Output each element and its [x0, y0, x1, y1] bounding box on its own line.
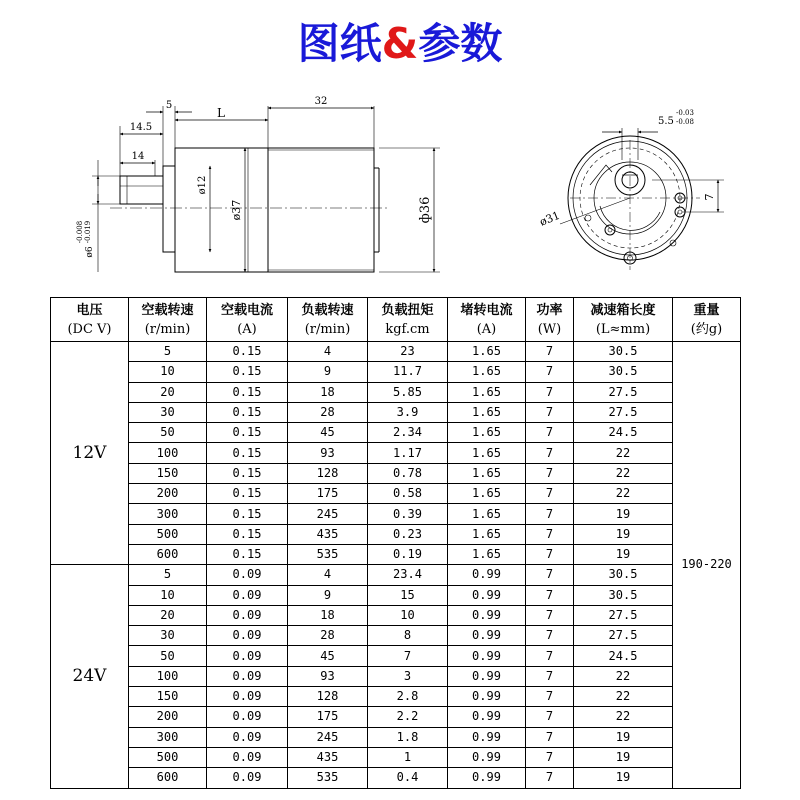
- table-cell: 7: [368, 646, 448, 666]
- table-cell: 10: [129, 585, 207, 605]
- table-row: [51, 768, 741, 788]
- table-cell: 0.15: [207, 443, 288, 463]
- table-cell: 0.09: [207, 707, 288, 727]
- table-cell: 150: [129, 463, 207, 483]
- table-cell: 1.65: [448, 423, 526, 443]
- voltage-cell: 12V: [51, 342, 129, 565]
- dim-32-label: 32: [314, 96, 328, 107]
- table-cell: 1.65: [448, 524, 526, 544]
- table-cell: 0.15: [207, 423, 288, 443]
- table-cell: 7: [526, 463, 574, 483]
- header-stall-current: 堵转电流 (A): [448, 298, 526, 342]
- table-cell: 0.19: [368, 544, 448, 564]
- table-cell: 30: [129, 626, 207, 646]
- table-cell: 4: [288, 565, 368, 585]
- table-cell: 8: [368, 626, 448, 646]
- table-cell: 1.65: [448, 463, 526, 483]
- table-cell: 0.15: [207, 382, 288, 402]
- table-row: [51, 585, 741, 605]
- table-cell: 0.99: [448, 626, 526, 646]
- table-cell: 7: [526, 585, 574, 605]
- table-row: [51, 707, 741, 727]
- table-cell: 0.09: [207, 666, 288, 686]
- table-cell: 0.23: [368, 524, 448, 544]
- table-row: [51, 443, 741, 463]
- table-row: [51, 463, 741, 483]
- header-no-load-current: 空载电流 (A): [207, 298, 288, 342]
- table-cell: 500: [129, 747, 207, 767]
- table-cell: 50: [129, 646, 207, 666]
- table-cell: 18: [288, 605, 368, 625]
- table-cell: 30: [129, 402, 207, 422]
- table-cell: 1: [368, 747, 448, 767]
- table-row: [51, 666, 741, 686]
- table-cell: 300: [129, 504, 207, 524]
- table-cell: 7: [526, 504, 574, 524]
- spec-table: [50, 297, 741, 789]
- table-cell: 45: [288, 646, 368, 666]
- table-cell: 28: [288, 626, 368, 646]
- table-cell: 27.5: [574, 402, 673, 422]
- table-cell: 19: [574, 747, 673, 767]
- table-cell: 30.5: [574, 362, 673, 382]
- table-cell: 27.5: [574, 605, 673, 625]
- table-cell: 7: [526, 544, 574, 564]
- table-cell: 9: [288, 585, 368, 605]
- title-part1: 图纸: [297, 19, 382, 68]
- table-cell: 10: [368, 605, 448, 625]
- table-cell: 7: [526, 626, 574, 646]
- title-ampersand: &: [381, 19, 419, 68]
- front-view-drawing: [560, 128, 724, 270]
- table-header-row: [51, 298, 741, 342]
- table-cell: 175: [288, 707, 368, 727]
- header-load-speed: 负载转速 (r/min): [288, 298, 368, 342]
- table-cell: 20: [129, 382, 207, 402]
- table-cell: 10: [129, 362, 207, 382]
- table-cell: 7: [526, 524, 574, 544]
- header-weight: 重量 (约g): [673, 298, 741, 342]
- table-cell: 7: [526, 605, 574, 625]
- dim-phi6-label: ø6: [85, 246, 95, 258]
- table-cell: 0.99: [448, 585, 526, 605]
- table-cell: 22: [574, 463, 673, 483]
- table-row: [51, 382, 741, 402]
- spec-table-body: [51, 342, 741, 789]
- table-cell: 22: [574, 687, 673, 707]
- table-cell: 0.15: [207, 524, 288, 544]
- table-cell: 150: [129, 687, 207, 707]
- technical-drawing: [0, 0, 800, 300]
- table-cell: 22: [574, 666, 673, 686]
- table-cell: 5.85: [368, 382, 448, 402]
- table-cell: 0.15: [207, 544, 288, 564]
- table-cell: 7: [526, 402, 574, 422]
- table-cell: 7: [526, 382, 574, 402]
- table-cell: 0.09: [207, 768, 288, 788]
- table-cell: 245: [288, 727, 368, 747]
- table-cell: 22: [574, 484, 673, 504]
- weight-cell: 190-220: [673, 342, 741, 789]
- table-cell: 5: [129, 565, 207, 585]
- table-cell: 128: [288, 687, 368, 707]
- table-cell: 0.99: [448, 666, 526, 686]
- dim-L-label: L: [217, 106, 225, 120]
- table-cell: 30.5: [574, 585, 673, 605]
- table-cell: 200: [129, 484, 207, 504]
- table-cell: 19: [574, 524, 673, 544]
- table-cell: 7: [526, 443, 574, 463]
- table-cell: 0.09: [207, 727, 288, 747]
- table-cell: 0.15: [207, 402, 288, 422]
- table-cell: 300: [129, 727, 207, 747]
- table-cell: 500: [129, 524, 207, 544]
- table-cell: 7: [526, 362, 574, 382]
- table-cell: 3.9: [368, 402, 448, 422]
- table-cell: 535: [288, 544, 368, 564]
- table-cell: 30.5: [574, 342, 673, 362]
- table-row: [51, 402, 741, 422]
- table-cell: 7: [526, 768, 574, 788]
- dim-phi37-label: ø37: [230, 199, 243, 221]
- table-cell: 0.09: [207, 585, 288, 605]
- table-cell: 19: [574, 768, 673, 788]
- table-cell: 7: [526, 646, 574, 666]
- table-cell: 0.99: [448, 605, 526, 625]
- table-row: [51, 747, 741, 767]
- table-cell: 23.4: [368, 565, 448, 585]
- table-cell: 0.99: [448, 565, 526, 585]
- table-cell: 18: [288, 382, 368, 402]
- table-cell: 100: [129, 443, 207, 463]
- table-cell: 11.7: [368, 362, 448, 382]
- table-cell: 7: [526, 747, 574, 767]
- table-cell: 200: [129, 707, 207, 727]
- table-cell: 7: [526, 565, 574, 585]
- dim-phi31-label: ø31: [537, 208, 562, 229]
- table-cell: 0.09: [207, 687, 288, 707]
- table-row: [51, 544, 741, 564]
- table-cell: 2.2: [368, 707, 448, 727]
- table-row: [51, 646, 741, 666]
- table-cell: 435: [288, 747, 368, 767]
- table-cell: 7: [526, 727, 574, 747]
- dim-phi6-tol-top: -0.008: [76, 220, 84, 244]
- table-cell: 535: [288, 768, 368, 788]
- dim-phi36-label: ф36: [418, 196, 433, 224]
- table-cell: 27.5: [574, 382, 673, 402]
- table-cell: 7: [526, 484, 574, 504]
- table-cell: 30.5: [574, 565, 673, 585]
- table-cell: 128: [288, 463, 368, 483]
- table-cell: 0.39: [368, 504, 448, 524]
- table-cell: 1.65: [448, 362, 526, 382]
- table-row: [51, 727, 741, 747]
- table-cell: 2.8: [368, 687, 448, 707]
- table-cell: 24.5: [574, 423, 673, 443]
- table-cell: 1.8: [368, 727, 448, 747]
- table-cell: 0.4: [368, 768, 448, 788]
- table-cell: 27.5: [574, 626, 673, 646]
- table-row: [51, 605, 741, 625]
- table-cell: 0.99: [448, 687, 526, 707]
- dim-7-label: 7: [703, 193, 716, 201]
- table-row: [51, 342, 741, 362]
- table-cell: 93: [288, 443, 368, 463]
- table-cell: 175: [288, 484, 368, 504]
- table-cell: 0.15: [207, 504, 288, 524]
- table-cell: 22: [574, 443, 673, 463]
- table-cell: 19: [574, 727, 673, 747]
- header-power: 功率 (W): [526, 298, 574, 342]
- table-cell: 0.09: [207, 646, 288, 666]
- dim-phi12-label: ø12: [197, 175, 208, 195]
- table-cell: 5: [129, 342, 207, 362]
- header-load-torque: 负载扭矩 kgf.cm: [368, 298, 448, 342]
- table-cell: 7: [526, 666, 574, 686]
- table-cell: 15: [368, 585, 448, 605]
- table-cell: 1.65: [448, 504, 526, 524]
- header-no-load-speed: 空载转速 (r/min): [129, 298, 207, 342]
- table-row: [51, 504, 741, 524]
- table-cell: 22: [574, 707, 673, 727]
- dim-14-5-label: 14.5: [129, 122, 153, 133]
- table-cell: 9: [288, 362, 368, 382]
- header-gearbox-length: 减速箱长度 (L≈mm): [574, 298, 673, 342]
- table-cell: 1.65: [448, 443, 526, 463]
- voltage-cell: 24V: [51, 565, 129, 788]
- table-row: [51, 423, 741, 443]
- dim-5-5-tol-top: -0.03: [676, 109, 694, 117]
- table-cell: 7: [526, 687, 574, 707]
- table-cell: 0.99: [448, 747, 526, 767]
- table-cell: 4: [288, 342, 368, 362]
- table-cell: 0.09: [207, 626, 288, 646]
- table-cell: 0.09: [207, 747, 288, 767]
- table-cell: 3: [368, 666, 448, 686]
- table-row: [51, 626, 741, 646]
- table-cell: 0.99: [448, 768, 526, 788]
- header-voltage: 电压 (DC V): [51, 298, 129, 342]
- table-cell: 0.15: [207, 342, 288, 362]
- table-row: [51, 687, 741, 707]
- table-cell: 28: [288, 402, 368, 422]
- table-cell: 0.15: [207, 362, 288, 382]
- table-cell: 0.99: [448, 707, 526, 727]
- table-cell: 435: [288, 524, 368, 544]
- table-cell: 0.15: [207, 484, 288, 504]
- table-cell: 45: [288, 423, 368, 443]
- table-row: [51, 524, 741, 544]
- table-cell: 20: [129, 605, 207, 625]
- table-cell: 7: [526, 707, 574, 727]
- table-cell: 1.65: [448, 544, 526, 564]
- table-row: [51, 565, 741, 585]
- dim-5-5-tol-bot: -0.08: [676, 118, 694, 126]
- front-view-labels: [538, 109, 716, 229]
- table-cell: 24.5: [574, 646, 673, 666]
- table-cell: 0.99: [448, 646, 526, 666]
- dim-5-label: 5: [165, 100, 173, 111]
- table-cell: 50: [129, 423, 207, 443]
- table-cell: 1.17: [368, 443, 448, 463]
- dim-5-5-label: 5.5: [658, 116, 674, 127]
- table-cell: 1.65: [448, 402, 526, 422]
- table-cell: 0.78: [368, 463, 448, 483]
- table-cell: 600: [129, 768, 207, 788]
- table-cell: 245: [288, 504, 368, 524]
- title-part2: 参数: [418, 19, 503, 68]
- table-cell: 19: [574, 504, 673, 524]
- dim-phi6-tol-bot: -0.019: [84, 220, 92, 244]
- table-cell: 1.65: [448, 342, 526, 362]
- table-cell: 1.65: [448, 382, 526, 402]
- table-cell: 1.65: [448, 484, 526, 504]
- table-cell: 0.09: [207, 605, 288, 625]
- table-row: [51, 484, 741, 504]
- table-cell: 0.09: [207, 565, 288, 585]
- dim-14-label: 14: [131, 151, 145, 162]
- table-cell: 600: [129, 544, 207, 564]
- table-cell: 19: [574, 544, 673, 564]
- table-row: [51, 362, 741, 382]
- table-cell: 23: [368, 342, 448, 362]
- table-cell: 93: [288, 666, 368, 686]
- table-cell: 100: [129, 666, 207, 686]
- table-cell: 0.99: [448, 727, 526, 747]
- table-cell: 7: [526, 423, 574, 443]
- table-cell: 0.58: [368, 484, 448, 504]
- table-cell: 0.15: [207, 463, 288, 483]
- table-cell: 2.34: [368, 423, 448, 443]
- table-cell: 7: [526, 342, 574, 362]
